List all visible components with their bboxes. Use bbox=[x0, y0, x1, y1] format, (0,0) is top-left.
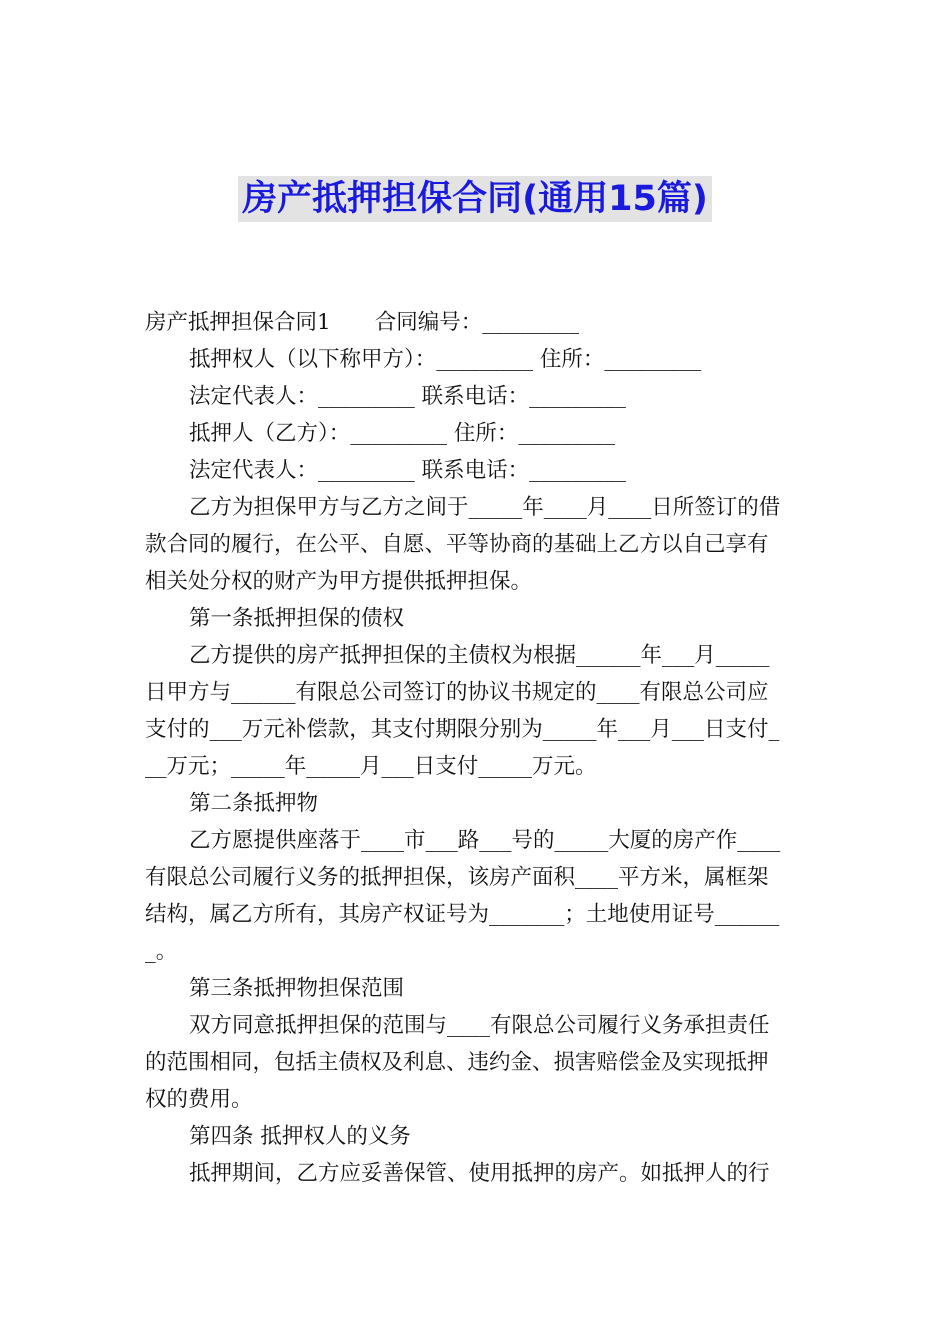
title-container bbox=[0, 176, 950, 222]
party-line: 法定代表人：_________ 联系电话：_________ bbox=[189, 458, 626, 483]
party-line: 法定代表人：_________ 联系电话：_________ bbox=[189, 384, 626, 409]
document-body bbox=[145, 304, 807, 1192]
article-line: 的范围相同，包括主债权及利息、违约金、损害赔偿金及实现抵押 bbox=[145, 1050, 769, 1075]
preamble-line: 乙方为担保甲方与乙方之间于_____年____月____日所签订的借 bbox=[189, 495, 781, 520]
article-line: 有限总公司履行义务的抵押担保，该房产面积____平方米，属框架 bbox=[145, 865, 769, 890]
article-line: 乙方愿提供座落于____市___路___号的_____大厦的房产作____ bbox=[189, 828, 781, 853]
article-heading: 第三条抵押物担保范围 bbox=[189, 976, 405, 1001]
preamble-line: 相关处分权的财产为甲方提供抵押担保。 bbox=[145, 569, 533, 594]
article-heading: 第一条抵押担保的债权 bbox=[189, 606, 405, 631]
article-line: 支付的___万元补偿款，其支付期限分别为_____年___月___日支付_ bbox=[145, 717, 780, 742]
party-line: 抵押人（乙方）：_________ 住所：_________ bbox=[189, 421, 616, 446]
article-heading: 第四条 抵押权人的义务 bbox=[189, 1124, 411, 1149]
party-line: 抵押权人（以下称甲方）：_________ 住所：_________ bbox=[189, 347, 702, 372]
article-line: 日甲方与______有限总公司签订的协议书规定的____有限总公司应 bbox=[145, 680, 769, 705]
article-line: _。 bbox=[145, 939, 178, 964]
article-line: 双方同意抵押担保的范围与____有限总公司履行义务承担责任 bbox=[189, 1013, 770, 1038]
article-line: 权的费用。 bbox=[145, 1087, 253, 1112]
contract-number: 合同编号：_________ bbox=[374, 310, 579, 335]
article-line: 结构，属乙方所有，其房产权证号为_______；土地使用证号______ bbox=[145, 902, 780, 927]
article-line: 乙方提供的房产抵押担保的主债权为根据______年___月_____ bbox=[189, 643, 770, 668]
document-title: 房产抵押担保合同(通用15篇) bbox=[238, 176, 712, 222]
header-line bbox=[145, 304, 807, 341]
article-line: __万元；_____年_____月___日支付_____万元。 bbox=[145, 754, 597, 779]
section-heading: 房产抵押担保合同1 bbox=[145, 310, 331, 335]
article-heading: 第二条抵押物 bbox=[189, 791, 319, 816]
preamble-line: 款合同的履行，在公平、自愿、平等协商的基础上乙方以自己享有 bbox=[145, 532, 769, 557]
article-line: 抵押期间，乙方应妥善保管、使用抵押的房产。如抵押人的行 bbox=[189, 1161, 770, 1186]
